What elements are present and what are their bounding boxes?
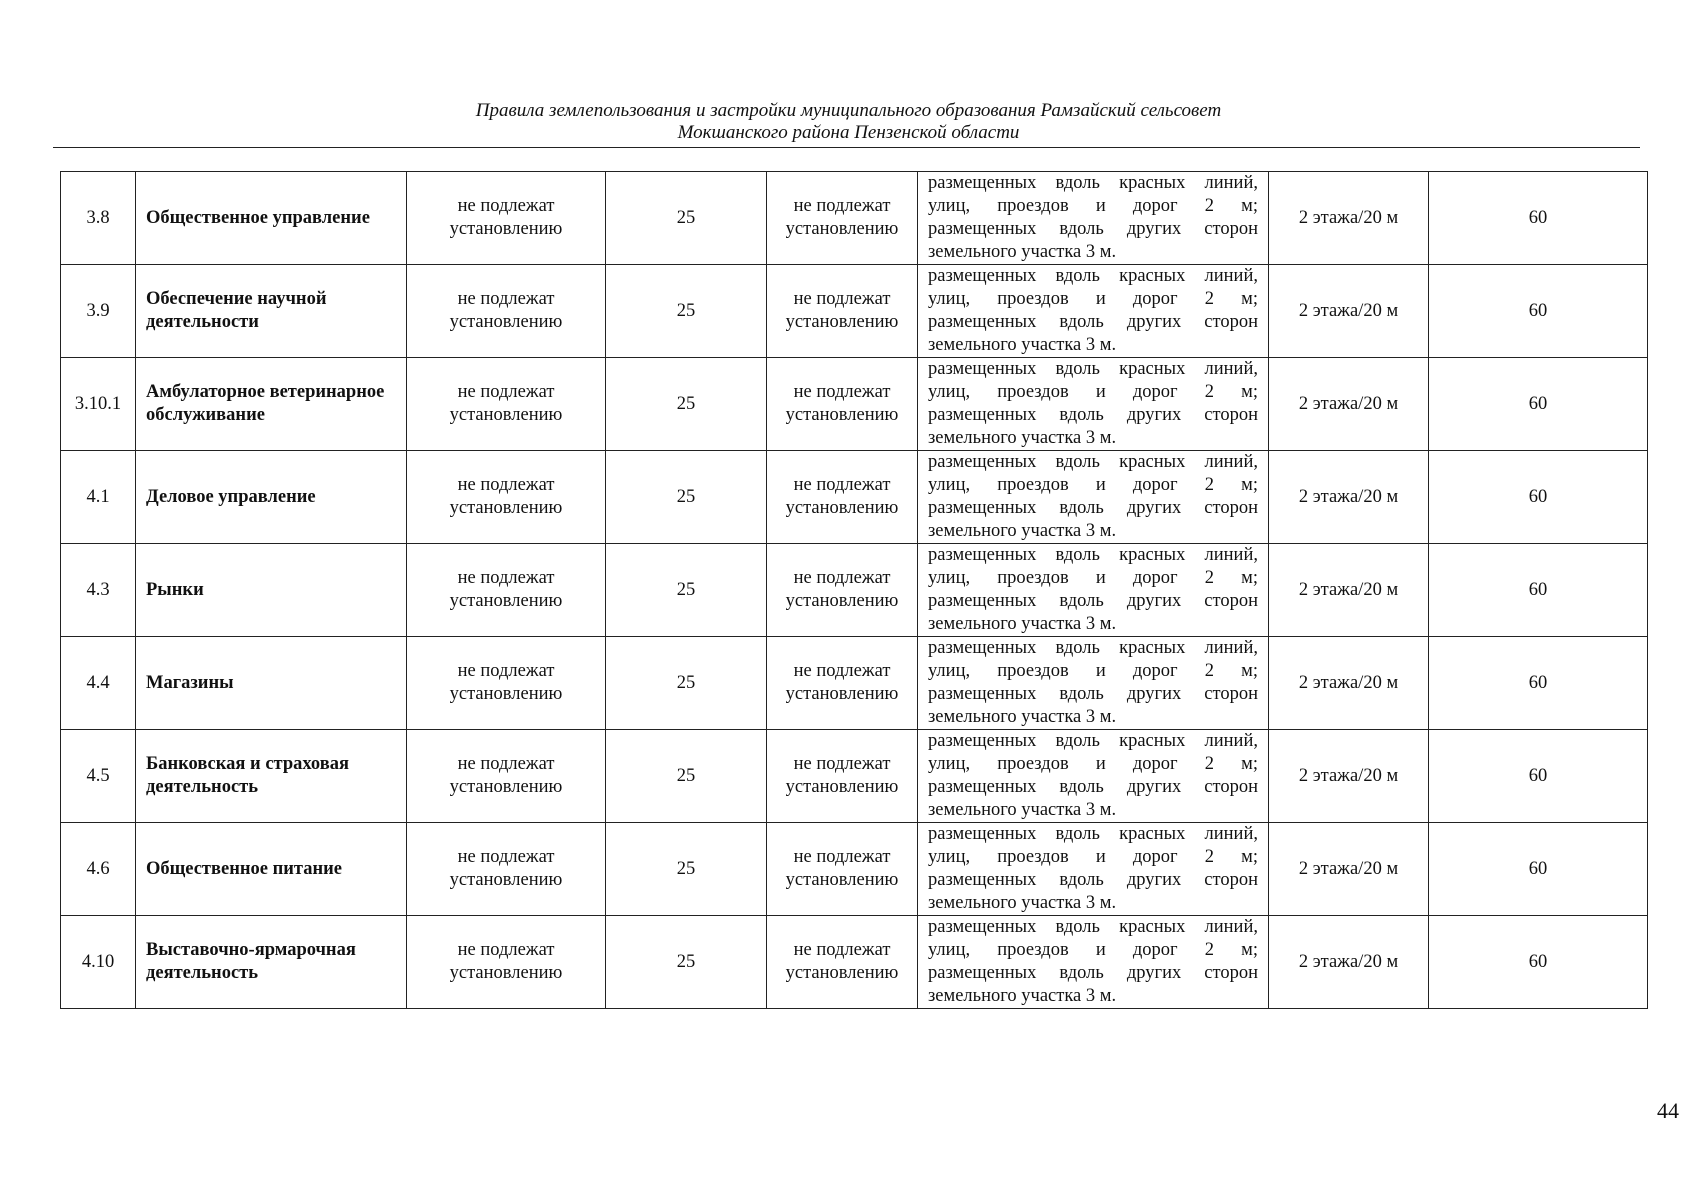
cell-name: Общественное управление: [136, 172, 407, 265]
cell-code: 4.4: [61, 637, 136, 730]
header-rule: [53, 147, 1640, 148]
cell-name: Выставочно-ярмарочная деятельность: [136, 916, 407, 1009]
cell-percent: 25: [606, 451, 767, 544]
cell-indent: [918, 730, 1269, 823]
page-number: 44: [1657, 1098, 1679, 1123]
cell-percent: 25: [606, 544, 767, 637]
indent-line: размещенных вдоль других сторон: [928, 219, 1258, 239]
indent-line: улиц, проездов и дорог 2 м;: [928, 940, 1258, 960]
indent-line: размещенных вдоль других сторон: [928, 591, 1258, 611]
indent-line: земельного участка 3 м.: [928, 521, 1117, 541]
cell-code: 4.10: [61, 916, 136, 1009]
table-body: [61, 172, 1648, 1009]
page-header: [0, 100, 1697, 144]
indent-line: улиц, проездов и дорог 2 м;: [928, 661, 1258, 681]
cell-value: 60: [1429, 544, 1648, 637]
indent-line: земельного участка 3 м.: [928, 986, 1117, 1006]
regulations-table: [60, 171, 1648, 1009]
cell-code: 3.10.1: [61, 358, 136, 451]
cell-min-area: не подлежат установлению: [407, 265, 606, 358]
cell-percent: 25: [606, 265, 767, 358]
cell-max-area: не подлежат установлению: [767, 916, 918, 1009]
cell-code: 3.8: [61, 172, 136, 265]
cell-name: Общественное питание: [136, 823, 407, 916]
indent-line: земельного участка 3 м.: [928, 800, 1117, 820]
cell-name: Деловое управление: [136, 451, 407, 544]
cell-name: Магазины: [136, 637, 407, 730]
cell-floors: 2 этажа/20 м: [1269, 916, 1429, 1009]
indent-line: размещенных вдоль других сторон: [928, 498, 1258, 518]
cell-indent: [918, 358, 1269, 451]
cell-code: 3.9: [61, 265, 136, 358]
cell-value: 60: [1429, 451, 1648, 544]
cell-code: 4.1: [61, 451, 136, 544]
cell-value: 60: [1429, 730, 1648, 823]
cell-max-area: не подлежат установлению: [767, 358, 918, 451]
table-row: [61, 823, 1648, 916]
cell-indent: [918, 916, 1269, 1009]
indent-line: размещенных вдоль других сторон: [928, 963, 1258, 983]
cell-value: 60: [1429, 823, 1648, 916]
indent-line: размещенных вдоль красных линий,: [928, 638, 1258, 658]
cell-value: 60: [1429, 358, 1648, 451]
cell-floors: 2 этажа/20 м: [1269, 172, 1429, 265]
header-line-1: Правила землепользования и застройки муниципального образования Рамзайский сельсовет: [475, 100, 1222, 121]
cell-indent: [918, 451, 1269, 544]
cell-indent: [918, 265, 1269, 358]
cell-name: Банковская и страховая деятельность: [136, 730, 407, 823]
indent-line: размещенных вдоль других сторон: [928, 870, 1258, 890]
indent-line: размещенных вдоль других сторон: [928, 405, 1258, 425]
cell-code: 4.5: [61, 730, 136, 823]
cell-max-area: не подлежат установлению: [767, 172, 918, 265]
cell-indent: [918, 823, 1269, 916]
cell-max-area: не подлежат установлению: [767, 544, 918, 637]
indent-line: улиц, проездов и дорог 2 м;: [928, 289, 1258, 309]
table-row: [61, 172, 1648, 265]
indent-line: земельного участка 3 м.: [928, 428, 1117, 448]
cell-min-area: не подлежат установлению: [407, 358, 606, 451]
header-line-2: Мокшанского района Пензенской области: [677, 122, 1020, 143]
indent-line: улиц, проездов и дорог 2 м;: [928, 754, 1258, 774]
cell-max-area: не подлежат установлению: [767, 823, 918, 916]
cell-max-area: не подлежат установлению: [767, 637, 918, 730]
indent-line: улиц, проездов и дорог 2 м;: [928, 196, 1258, 216]
table-row: [61, 916, 1648, 1009]
cell-percent: 25: [606, 172, 767, 265]
indent-line: земельного участка 3 м.: [928, 893, 1117, 913]
cell-code: 4.6: [61, 823, 136, 916]
table-row: [61, 544, 1648, 637]
cell-value: 60: [1429, 637, 1648, 730]
indent-line: размещенных вдоль красных линий,: [928, 824, 1258, 844]
indent-line: размещенных вдоль красных линий,: [928, 173, 1258, 193]
cell-floors: 2 этажа/20 м: [1269, 265, 1429, 358]
cell-floors: 2 этажа/20 м: [1269, 544, 1429, 637]
indent-line: размещенных вдоль красных линий,: [928, 545, 1258, 565]
cell-code: 4.3: [61, 544, 136, 637]
cell-name: Рынки: [136, 544, 407, 637]
cell-floors: 2 этажа/20 м: [1269, 637, 1429, 730]
table-row: [61, 265, 1648, 358]
cell-percent: 25: [606, 916, 767, 1009]
indent-line: земельного участка 3 м.: [928, 242, 1117, 262]
cell-percent: 25: [606, 730, 767, 823]
cell-min-area: не подлежат установлению: [407, 916, 606, 1009]
indent-line: земельного участка 3 м.: [928, 707, 1117, 727]
cell-min-area: не подлежат установлению: [407, 172, 606, 265]
cell-percent: 25: [606, 823, 767, 916]
cell-max-area: не подлежат установлению: [767, 730, 918, 823]
indent-line: размещенных вдоль других сторон: [928, 684, 1258, 704]
table-row: [61, 358, 1648, 451]
indent-line: размещенных вдоль других сторон: [928, 312, 1258, 332]
cell-value: 60: [1429, 172, 1648, 265]
cell-floors: 2 этажа/20 м: [1269, 823, 1429, 916]
cell-max-area: не подлежат установлению: [767, 265, 918, 358]
indent-line: размещенных вдоль красных линий,: [928, 917, 1258, 937]
table-row: [61, 637, 1648, 730]
table-row: [61, 730, 1648, 823]
cell-value: 60: [1429, 916, 1648, 1009]
cell-indent: [918, 544, 1269, 637]
indent-line: улиц, проездов и дорог 2 м;: [928, 568, 1258, 588]
indent-line: размещенных вдоль красных линий,: [928, 731, 1258, 751]
cell-value: 60: [1429, 265, 1648, 358]
cell-floors: 2 этажа/20 м: [1269, 358, 1429, 451]
cell-floors: 2 этажа/20 м: [1269, 730, 1429, 823]
cell-min-area: не подлежат установлению: [407, 823, 606, 916]
indent-line: размещенных вдоль красных линий,: [928, 452, 1258, 472]
cell-min-area: не подлежат установлению: [407, 451, 606, 544]
indent-line: улиц, проездов и дорог 2 м;: [928, 847, 1258, 867]
cell-floors: 2 этажа/20 м: [1269, 451, 1429, 544]
cell-name: Обеспечение научной деятельности: [136, 265, 407, 358]
cell-max-area: не подлежат установлению: [767, 451, 918, 544]
cell-percent: 25: [606, 637, 767, 730]
cell-indent: [918, 172, 1269, 265]
indent-line: размещенных вдоль красных линий,: [928, 359, 1258, 379]
indent-line: размещенных вдоль красных линий,: [928, 266, 1258, 286]
cell-name: Амбулаторное ветеринарное обслуживание: [136, 358, 407, 451]
indent-line: размещенных вдоль других сторон: [928, 777, 1258, 797]
cell-min-area: не подлежат установлению: [407, 730, 606, 823]
indent-line: земельного участка 3 м.: [928, 614, 1117, 634]
indent-line: земельного участка 3 м.: [928, 335, 1117, 355]
cell-min-area: не подлежат установлению: [407, 544, 606, 637]
indent-line: улиц, проездов и дорог 2 м;: [928, 475, 1258, 495]
table-row: [61, 451, 1648, 544]
indent-line: улиц, проездов и дорог 2 м;: [928, 382, 1258, 402]
cell-percent: 25: [606, 358, 767, 451]
cell-min-area: не подлежат установлению: [407, 637, 606, 730]
cell-indent: [918, 637, 1269, 730]
